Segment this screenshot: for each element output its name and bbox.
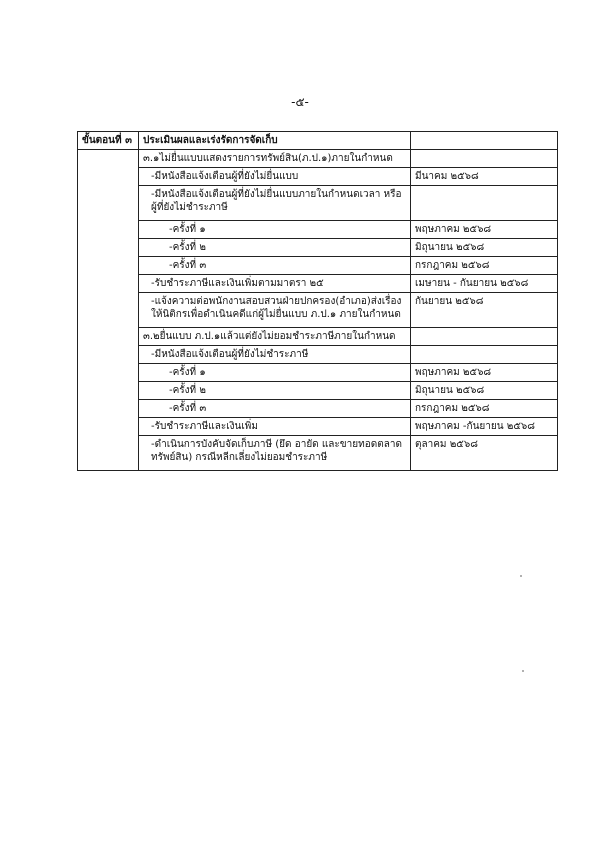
period-cell: กรกฎาคม ๒๕๖๘ xyxy=(411,400,558,418)
task-cell: -มีหนังสือแจ้งเตือนผู้ที่ยังไม่ยื่นแบบภายในกำหนดเวลา หรือผู้ที่ยังไม่ชำระภาษี xyxy=(139,186,411,221)
period-cell: เมษายน - กันยายน ๒๕๖๘ xyxy=(411,275,558,293)
header-period-cell xyxy=(411,132,558,150)
period-cell: กันยายน ๒๕๖๘ xyxy=(411,293,558,328)
task-cell: -รับชำระภาษีและเงินเพิ่ม xyxy=(139,418,411,436)
step-column-cell xyxy=(78,328,139,346)
scan-speck xyxy=(522,670,524,672)
step-column-cell xyxy=(78,418,139,436)
task-cell: -รับชำระภาษีและเงินเพิ่มตามมาตรา ๒๕ xyxy=(139,275,411,293)
period-cell: กรกฎาคม ๒๕๖๘ xyxy=(411,257,558,275)
table-row xyxy=(78,150,558,168)
step-title: ประเมินผลและเร่งรัดการจัดเก็บ xyxy=(139,132,411,150)
step-column-cell xyxy=(78,400,139,418)
period-cell: มิถุนายน ๒๕๖๘ xyxy=(411,239,558,257)
period-cell: มีนาคม ๒๕๖๘ xyxy=(411,168,558,186)
task-cell: -ครั้งที่ ๓ xyxy=(139,257,411,275)
table-row xyxy=(78,221,558,239)
task-cell: -ครั้งที่ ๑ xyxy=(139,221,411,239)
table-row xyxy=(78,239,558,257)
step-column-cell xyxy=(78,275,139,293)
step-label: ขั้นตอนที่ ๓ xyxy=(78,132,139,150)
period-cell: ตุลาคม ๒๕๖๘ xyxy=(411,436,558,471)
task-cell: -ครั้งที่ ๓ xyxy=(139,400,411,418)
table-row xyxy=(78,418,558,436)
step-column-cell xyxy=(78,186,139,221)
table-row xyxy=(78,168,558,186)
step-column-cell xyxy=(78,168,139,186)
task-cell: -ครั้งที่ ๑ xyxy=(139,364,411,382)
task-cell: -แจ้งความต่อพนักงานสอบสวนฝ่ายปกครอง(อำเภอ)ส่งเรื่องให้นิติกรเพื่อดำเนินคดีแก่ผู้ไม่ยื่นแบบ ภ.ป.๑ ภายในกำหนด xyxy=(139,293,411,328)
period-cell xyxy=(411,186,558,221)
task-cell: ๓.๑ไม่ยื่นแบบแสดงรายการทรัพย์สิน(ภ.ป.๑)ภายในกำหนด xyxy=(139,150,411,168)
step-column-cell xyxy=(78,436,139,471)
step-column-cell xyxy=(78,257,139,275)
period-cell: พฤษภาคม ๒๕๖๘ xyxy=(411,221,558,239)
task-cell: -มีหนังสือแจ้งเตือนผู้ที่ยังไม่ชำระภาษี xyxy=(139,346,411,364)
step-column-cell xyxy=(78,221,139,239)
table-row xyxy=(78,364,558,382)
table-header-row xyxy=(78,132,558,150)
schedule-table xyxy=(77,131,558,471)
table-row xyxy=(78,382,558,400)
task-cell: -ดำเนินการบังคับจัดเก็บภาษี (ยึด อายัด และขายทอดตลาดทรัพย์สิน) กรณีหลีกเลี่ยงไม่ยอมชำระภาษี xyxy=(139,436,411,471)
step-column-cell xyxy=(78,382,139,400)
table-row xyxy=(78,400,558,418)
step-column-cell xyxy=(78,293,139,328)
table-row xyxy=(78,293,558,328)
step-column-cell xyxy=(78,150,139,168)
table-row xyxy=(78,275,558,293)
table-row xyxy=(78,328,558,346)
period-cell xyxy=(411,346,558,364)
period-cell: พฤษภาคม ๒๕๖๘ xyxy=(411,364,558,382)
scan-speck xyxy=(520,575,522,577)
table-row xyxy=(78,436,558,471)
period-cell: มิถุนายน ๒๕๖๘ xyxy=(411,382,558,400)
period-cell xyxy=(411,150,558,168)
task-cell: -ครั้งที่ ๒ xyxy=(139,239,411,257)
step-column-cell xyxy=(78,364,139,382)
table-row xyxy=(78,346,558,364)
task-cell: -มีหนังสือแจ้งเตือนผู้ที่ยังไม่ยื่นแบบ xyxy=(139,168,411,186)
period-cell xyxy=(411,328,558,346)
step-column-cell xyxy=(78,346,139,364)
page-number: -๕- xyxy=(291,95,309,109)
step-column-cell xyxy=(78,239,139,257)
task-cell: ๓.๒ยื่นแบบ ภ.ป.๑แล้วแต่ยังไม่ยอมชำระภาษีภายในกำหนด xyxy=(139,328,411,346)
task-cell: -ครั้งที่ ๒ xyxy=(139,382,411,400)
table-row xyxy=(78,257,558,275)
period-cell: พฤษภาคม -กันยายน ๒๕๖๘ xyxy=(411,418,558,436)
table-row xyxy=(78,186,558,221)
